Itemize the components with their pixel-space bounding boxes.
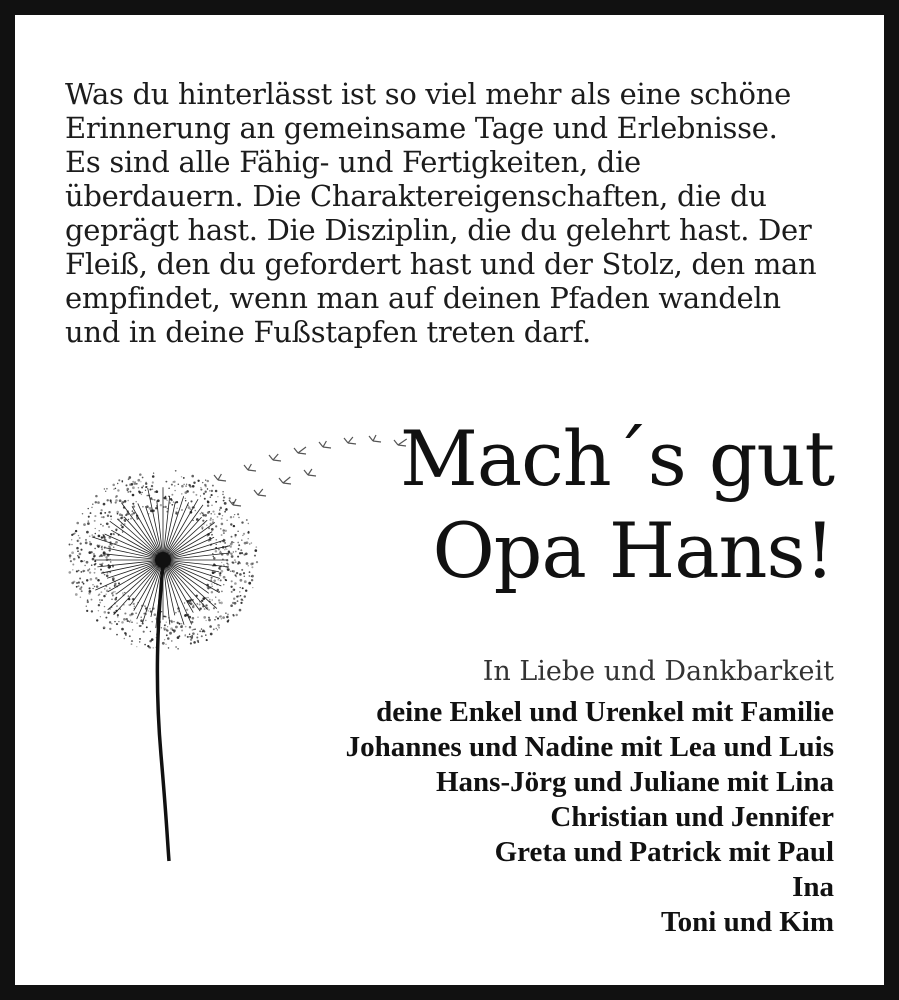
signer: deine Enkel und Urenkel mit Familie — [376, 696, 834, 728]
intro-line: empfindet, wenn man auf deinen Pfaden wandeln — [65, 281, 781, 315]
signer: Johannes und Nadine mit Lea und Luis — [345, 731, 834, 763]
intro-line: geprägt hast. Die Disziplin, die du gelehrt hast. Der — [65, 213, 812, 247]
headline — [400, 413, 834, 597]
headline-line: Opa Hans! — [432, 506, 834, 595]
intro-line: und in deine Fußstapfen treten darf. — [65, 315, 591, 349]
headline-line: Mach´s gut — [400, 414, 834, 503]
intro-text — [65, 77, 855, 349]
signer: Greta und Patrick mit Paul — [494, 836, 834, 868]
intro-line: überdauern. Die Charaktereigenschaften, die du — [65, 179, 767, 213]
closing-phrase: In Liebe und Dankbarkeit — [482, 656, 834, 687]
intro-line: Was du hinterlässt ist so viel mehr als eine schöne — [65, 77, 791, 111]
signer: Ina — [792, 871, 834, 903]
intro-line: Erinnerung an gemeinsame Tage und Erlebnisse. — [65, 111, 778, 145]
signer: Christian und Jennifer — [550, 801, 834, 833]
signer: Hans-Jörg und Juliane mit Lina — [435, 766, 834, 798]
signers-list — [346, 695, 834, 940]
signer: Toni und Kim — [660, 906, 834, 938]
intro-line: Es sind alle Fähig- und Fertigkeiten, die — [65, 145, 641, 179]
intro-line: Fleiß, den du gefordert hast und der Stolz, den man — [65, 247, 817, 281]
